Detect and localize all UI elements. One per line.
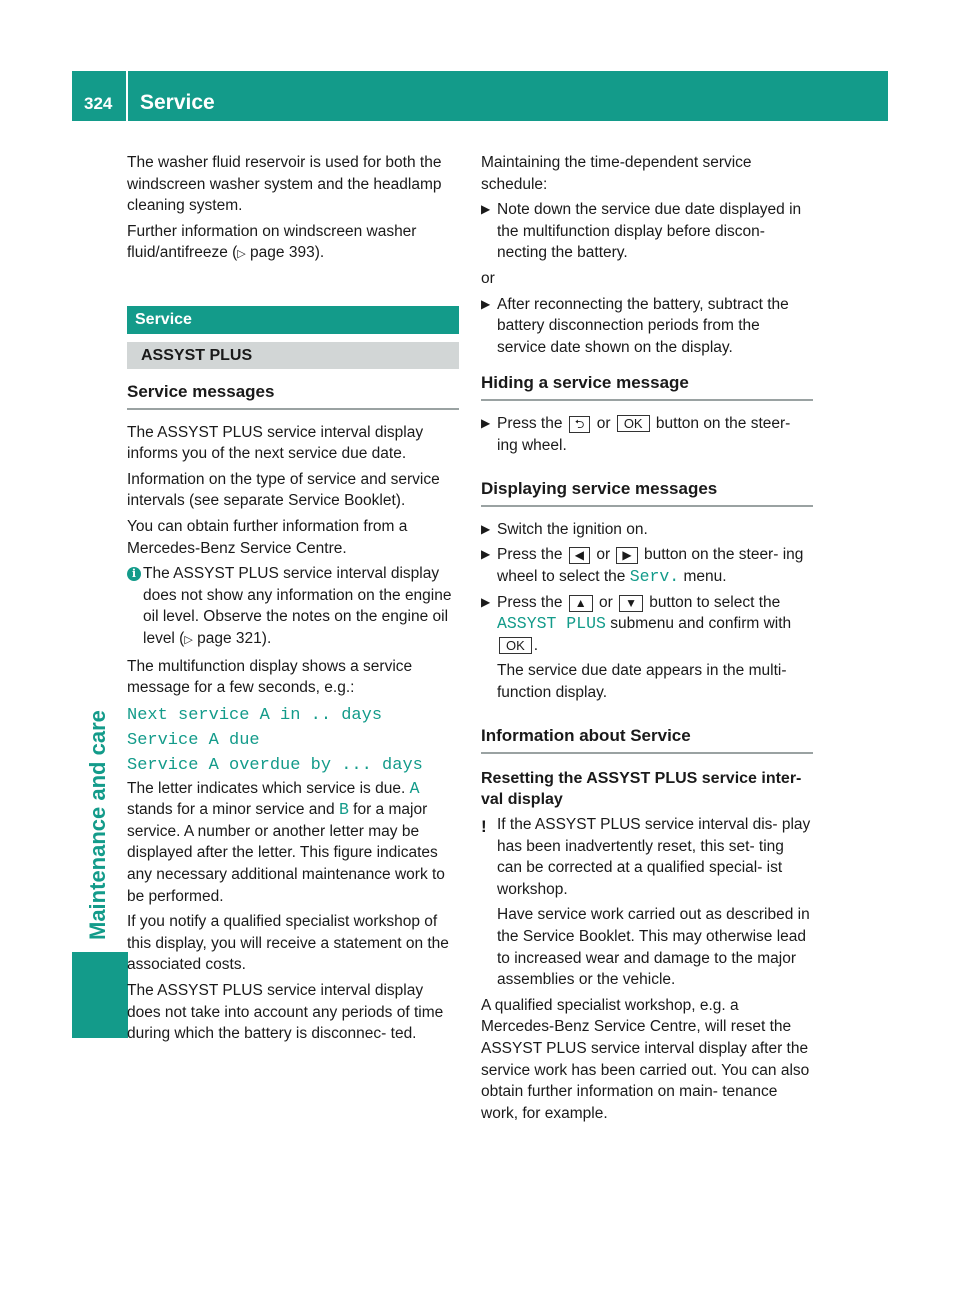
page-number: 324 [84, 94, 113, 113]
step [481, 544, 813, 587]
ok-button-icon: OK [617, 415, 650, 432]
text: or [592, 414, 615, 432]
step-arrow-icon: ▶ [481, 594, 491, 609]
page-header [72, 71, 888, 121]
text: for a major service. A number or another letter may be displayed after the letter. This figure indicates any necessary additional maintenance work to be performed. [127, 801, 445, 905]
warning-icon: ! [481, 817, 487, 837]
step [481, 592, 813, 657]
text: After reconnecting the battery, subtract the battery disconnection periods from the service date shown on the display. [497, 295, 789, 356]
text: Press the [497, 593, 567, 611]
step [481, 294, 813, 359]
display-message: Next service A in .. days [127, 705, 383, 725]
submenu-name: ASSYST PLUS [497, 614, 606, 634]
chapter-tab-label: Maintenance and care [85, 710, 110, 940]
text: or [592, 546, 615, 564]
info-icon: i [127, 567, 141, 581]
text: If the ASSYST PLUS service interval dis- play has been inadvertently reset, this set- ting can be corrected at a qualified special- ist workshop. [497, 816, 811, 898]
paragraph: or [481, 269, 495, 287]
right-column [481, 152, 813, 1128]
section-bar-service: Service [127, 306, 459, 334]
text: or [594, 593, 618, 611]
text: The ASSYST PLUS service interval display does not show any information on the engine oil level. Observe the notes on the engine oil level ( [143, 565, 452, 647]
text: button on the steer- ing wheel to select the [497, 546, 804, 585]
chapter-tab-marker [72, 952, 128, 1038]
text: stands for a minor service and [127, 801, 339, 819]
step-result: The service due date appears in the multi- function display. [497, 662, 787, 701]
text: page 393). [245, 244, 325, 262]
paragraph: The ASSYST PLUS service interval display informs you of the next service due date. [127, 423, 424, 463]
down-arrow-button-icon: ▼ [619, 595, 643, 612]
step [481, 413, 813, 456]
text: menu. [679, 567, 727, 585]
step [481, 199, 813, 264]
text: Note down the service due date displayed in the multifunction display before discon- necting the battery. [497, 201, 802, 262]
display-message: Service A overdue by ... days [127, 755, 423, 775]
page-ref-arrow-icon: ▷ [237, 248, 246, 261]
heading-resetting-assyst-plus: Resetting the ASSYST PLUS service inter- val display [481, 770, 802, 809]
paragraph: The multifunction display shows a service message for a few seconds, e.g.: [127, 657, 413, 697]
step-arrow-icon: ▶ [481, 202, 491, 217]
warning-text: Have service work carried out as described in the Service Booklet. This may otherwise lead to increased wear and damage to the major assemblies or the vehicle. [497, 906, 810, 989]
up-arrow-button-icon: ▲ [569, 595, 593, 612]
paragraph: A qualified specialist workshop, e.g. a Mercedes-Benz Service Centre, will reset the ASSYST PLUS service interval display after the service work has been carried out. You can also obtain further information on main- tenance work, for example. [481, 996, 810, 1122]
text: Further information on windscreen washer fluid/antifreeze ( [127, 222, 417, 262]
text: The letter indicates which service is due. [127, 779, 410, 797]
back-button-icon: ⮌ [569, 416, 591, 433]
header-divider [126, 71, 128, 121]
step [481, 519, 813, 541]
left-arrow-button-icon: ◀ [569, 547, 590, 564]
paragraph: Information on the type of service and service intervals (see separate Service Booklet). [127, 470, 440, 510]
text: submenu and confirm with [605, 615, 792, 633]
paragraph: If you notify a qualified specialist workshop of this display, you will receive a statement on the associated costs. [127, 913, 449, 974]
heading-hiding-service-message: Hiding a service message [481, 372, 813, 401]
step-arrow-icon: ▶ [481, 415, 491, 430]
paragraph [127, 221, 459, 266]
text: . [533, 636, 539, 654]
text: Press the [497, 414, 567, 432]
menu-name: Serv. [629, 566, 680, 586]
text: page 321). [192, 629, 272, 647]
heading-information-about-service: Information about Service [481, 725, 813, 754]
display-letter: A [409, 778, 420, 798]
subsection-bar-assyst-plus: ASSYST PLUS [127, 342, 459, 369]
paragraph [127, 778, 459, 908]
paragraph: You can obtain further information from a Mercedes-Benz Service Centre. [127, 517, 408, 557]
paragraph: The washer fluid reservoir is used for both the windscreen washer system and the headlamp cleaning system. [127, 154, 442, 215]
heading-service-messages: Service messages [127, 381, 459, 410]
info-note [127, 563, 459, 651]
left-column [127, 152, 459, 1049]
step-arrow-icon: ▶ [481, 521, 491, 536]
display-letter: B [338, 800, 349, 820]
text: Press the [497, 546, 567, 564]
paragraph: The ASSYST PLUS service interval display does not take into account any periods of time during which the battery is disconnec- ted. [127, 982, 444, 1043]
heading-displaying-service-messages: Displaying service messages [481, 478, 813, 507]
step-arrow-icon: ▶ [481, 296, 491, 311]
step-arrow-icon: ▶ [481, 547, 491, 562]
ok-button-icon: OK [499, 637, 532, 654]
text: button on the steer- ing wheel. [497, 414, 791, 454]
page-ref-arrow-icon: ▷ [184, 633, 193, 646]
display-message: Service A due [127, 730, 260, 750]
paragraph: Maintaining the time-dependent service schedule: [481, 154, 752, 193]
text: button to select the [644, 593, 781, 611]
text: Switch the ignition on. [497, 520, 648, 538]
warning-note [481, 814, 813, 900]
right-arrow-button-icon: ▶ [616, 547, 637, 564]
page-title: Service [140, 91, 215, 114]
